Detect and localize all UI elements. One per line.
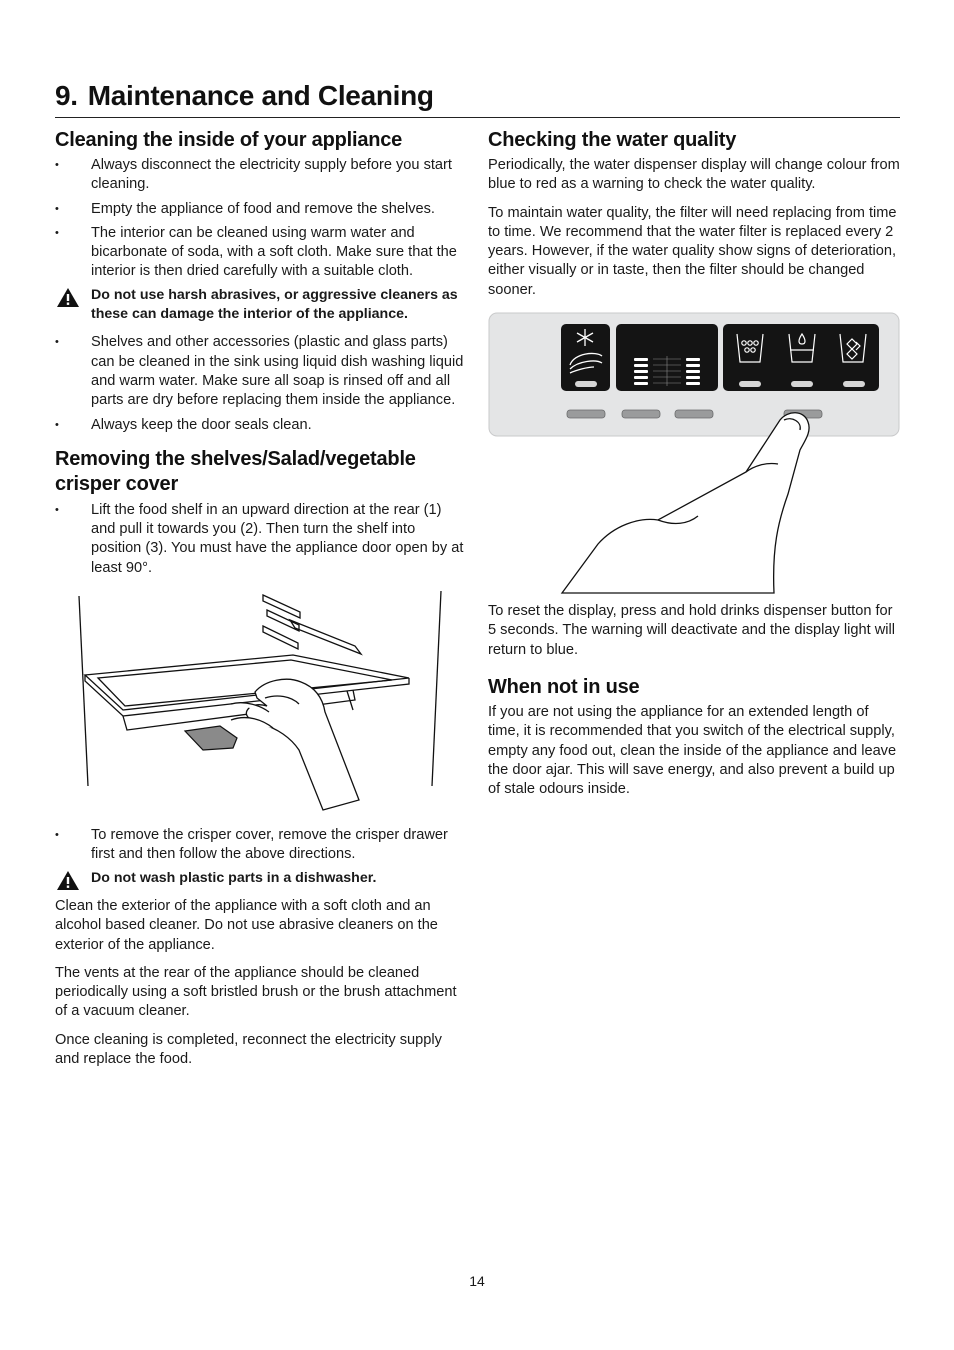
list-item: • Lift the food shelf in an upward direction at the rear (1) and pull it towards you (2). Then turn the shelf into position (3). You must have the appliance door open by at least 90°. (55, 501, 467, 578)
section-number: 9. (55, 80, 78, 111)
water-para-2: To maintain water quality, the filter will need replacing from time to time. We recommend that the water filter is replaced every 2 years. However, if the water quality show signs of deterioration, either visually or in taste, then the filter should be changed sooner. (488, 204, 897, 298)
not-in-use-para: If you are not using the appliance for an extended length of time, it is recommended that you switch of the electrical supply, empty any food out, clean the inside of the appliance and leave the door ajar. This will save energy, and also prevent a build up of stale odours inside. (488, 703, 897, 798)
water-para-1: Periodically, the water dispenser display will change colour from blue to red as a warning to check the water quality. (488, 157, 900, 193)
warning-dishwasher-text: Do not wash plastic parts in a dishwasher. (91, 869, 377, 886)
warning-icon (56, 287, 80, 308)
warning-abrasives (55, 286, 467, 325)
cleaning-list (55, 156, 467, 282)
removing-heading: Removing the shelves/Salad/vegetable crisper cover (55, 447, 416, 495)
para-vents: The vents at the rear of the appliance should be cleaned periodically using a soft bristled brush or the brush attachment of a vacuum cleaner. (55, 964, 457, 1020)
accessories-list (55, 333, 467, 434)
list-item: • The interior can be cleaned using warm water and bicarbonate of soda, with a soft cloth. Make sure that the interior is then dried carefully with a suitable cloth. (55, 224, 467, 282)
list-item: • To remove the crisper cover, remove the crisper drawer first and then follow the above directions. (55, 826, 467, 865)
shelf-removal-illustration (55, 588, 467, 820)
list-item: • Always keep the door seals clean. (55, 416, 467, 435)
reset-para: To reset the display, press and hold drinks dispenser button for 5 seconds. The warning will deactivate and the display light will return to blue. (488, 603, 895, 658)
para-reconnect: Once cleaning is completed, reconnect the electricity supply and replace the food. (55, 1031, 442, 1068)
title-rule (55, 117, 900, 118)
section-title: Maintenance and Cleaning (87, 80, 434, 111)
warning-dishwasher (55, 869, 467, 888)
dispenser-panel-illustration (488, 312, 901, 594)
list-item: • Shelves and other accessories (plastic and glass parts) can be cleaned in the sink using liquid dish washing liquid and warm water. Make sure all soap is rinsed off and all parts are dry before replacing them inside the appliance. (55, 333, 467, 410)
crisper-list (55, 826, 467, 865)
page-title (55, 80, 434, 112)
right-column (488, 128, 901, 799)
para-exterior: Clean the exterior of the appliance with a soft cloth and an alcohol based cleaner. Do not use abrasive cleaners on the exterior of the appliance. (55, 897, 438, 953)
left-column (55, 128, 467, 1069)
warning-icon (56, 870, 80, 891)
list-item: • Empty the appliance of food and remove the shelves. (55, 200, 467, 219)
removing-list (55, 501, 467, 578)
list-item: • Always disconnect the electricity supply before you start cleaning. (55, 156, 467, 195)
page-number: 14 (469, 1273, 485, 1289)
warning-abrasives-text: Do not use harsh abrasives, or aggressive cleaners as these can damage the interior of the appliance. (91, 286, 458, 323)
water-heading: Checking the water quality (488, 129, 737, 151)
not-in-use-heading: When not in use (488, 675, 640, 698)
cleaning-heading: Cleaning the inside of your appliance (55, 129, 403, 151)
